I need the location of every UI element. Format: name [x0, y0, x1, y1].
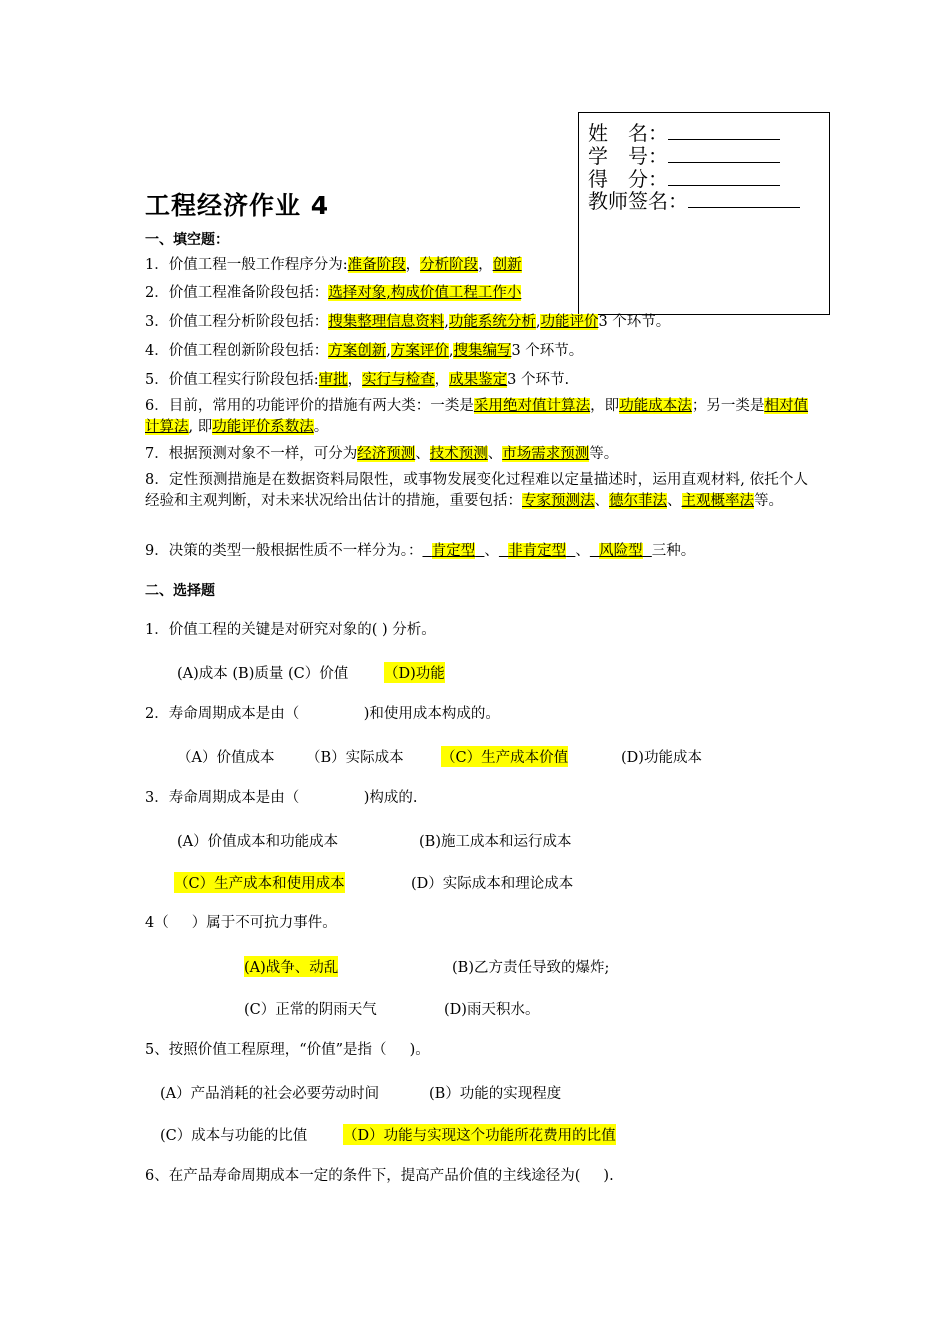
- answer-highlight: 搜集整理信息资料: [328, 314, 445, 330]
- teacher-signature-row: [588, 189, 800, 212]
- separator: 、: [594, 493, 609, 509]
- question-number: 8．: [145, 472, 170, 488]
- answer-highlight: 肯定型: [431, 543, 476, 559]
- question-text: 决策的类型一般根据性质不一样分为。：: [168, 543, 423, 559]
- fill-question-4: [145, 341, 583, 361]
- choice-option-4b: (B)乙方责任导致的爆炸;: [452, 960, 610, 976]
- choice-option-5a: (A）产品消耗的社会必要劳动时间: [160, 1086, 380, 1102]
- choice-option-2a: （A）价值成本: [177, 750, 275, 766]
- separator: 、: [667, 493, 682, 509]
- name-label: 姓 名：: [588, 121, 668, 145]
- fill-question-7: [145, 444, 618, 464]
- teacher-signature-field[interactable]: [688, 189, 800, 208]
- question-text-end: 3 个环节。: [511, 343, 584, 359]
- answer-highlight: 技术预测: [429, 446, 488, 462]
- fill-question-3: [145, 312, 670, 332]
- question-text-end: 等。: [589, 446, 619, 462]
- answer-highlight: 构成价值工程工作小: [390, 285, 522, 301]
- question-number: 9．: [145, 543, 169, 559]
- choice-question-3: 3．寿命周期成本是由（ )构成的.: [145, 790, 418, 806]
- answer-highlight: 创新: [492, 257, 522, 273]
- separator: 、: [575, 543, 590, 559]
- question-text-end: 等。: [754, 493, 783, 509]
- choice-option-3a: (A）价值成本和功能成本: [177, 834, 339, 850]
- answer-highlight: 搜集编写: [453, 343, 512, 359]
- question-text: 价值工程准备阶段包括：: [168, 285, 329, 301]
- fill-question-2: [145, 283, 521, 303]
- question-text-end: 。: [313, 419, 329, 435]
- choice-option-5b: (B）功能的实现程度: [429, 1086, 562, 1102]
- separator: ,: [448, 343, 454, 359]
- student-id-field[interactable]: [668, 144, 780, 163]
- question-number: 4．: [145, 343, 169, 359]
- score-field[interactable]: [668, 167, 780, 186]
- separator: ，: [434, 372, 450, 388]
- answer-highlight: 选择对象: [328, 285, 387, 301]
- student-id-label: 学 号：: [588, 144, 668, 168]
- choice-option-3d: (D）实际成本和理论成本: [411, 876, 574, 892]
- separator: ,: [386, 285, 391, 301]
- question-text: 价值工程创新阶段包括：: [168, 343, 329, 359]
- choice-answer-5: （D）功能与实现这个功能所花费用的比值: [343, 1124, 616, 1145]
- name-field[interactable]: [668, 121, 780, 140]
- choice-option-5c: (C）成本与功能的比值: [160, 1128, 308, 1144]
- separator: ,: [535, 314, 541, 330]
- answer-highlight: 分析阶段: [420, 257, 479, 273]
- question-number: 6．: [145, 398, 169, 414]
- answer-highlight: 功能评价: [540, 314, 599, 330]
- choice-question-2: 2．寿命周期成本是由（ )和使用成本构成的。: [145, 706, 500, 722]
- question-number: 3．: [145, 314, 169, 330]
- question-text-end: 三种。: [651, 543, 696, 559]
- answer-highlight: 市场需求预测: [502, 446, 590, 462]
- separator: ,: [444, 314, 449, 330]
- fill-question-5: [145, 370, 569, 390]
- score-label: 得 分：: [588, 167, 668, 191]
- choice-option-4c: (C）正常的阴雨天气: [244, 1002, 377, 1018]
- answer-highlight: 专家预测法: [522, 493, 595, 509]
- score-row: [588, 167, 780, 190]
- separator: 、: [415, 446, 430, 462]
- separator: ，: [347, 372, 363, 388]
- fill-question-6: [145, 396, 808, 438]
- choice-question-1: 1．价值工程的关键是对研究对象的( ) 分析。: [145, 622, 436, 638]
- choice-question-6: 6、在产品寿命周期成本一定的条件下，提高产品价值的主线途径为( ).: [145, 1168, 614, 1184]
- teacher-signature-label: 教师签名：: [588, 189, 688, 213]
- answer-highlight: 方案评价: [390, 343, 449, 359]
- student-info-box: [578, 112, 830, 315]
- answer-highlight: 功能评价系数法: [212, 419, 314, 435]
- separator: , 即: [188, 419, 213, 435]
- question-number: 7．: [145, 446, 169, 462]
- choice-answer-1: （D)功能: [384, 662, 445, 683]
- answer-highlight: 风险型: [599, 543, 643, 559]
- answer-highlight: 采用绝对值计算法: [473, 398, 591, 414]
- question-text-end: 3 个环节.: [507, 372, 570, 388]
- choice-question-5: 5、按照价值工程原理，“价值”是指（ )。: [145, 1042, 430, 1058]
- answer-highlight: 成果鉴定: [449, 372, 508, 388]
- answer-highlight: 方案创新: [328, 343, 387, 359]
- answer-highlight: 相对值计算法: [145, 398, 809, 435]
- separator: ，: [405, 257, 421, 273]
- choice-option-3b: (B)施工成本和运行成本: [419, 834, 572, 850]
- question-number: 1．: [145, 257, 169, 273]
- question-text: 目前，常用的功能评价的措施有两大类：一类是: [168, 398, 474, 414]
- separator: 、: [487, 446, 503, 462]
- answer-highlight: 主观概率法: [681, 493, 754, 509]
- question-text: 定性预测措施是在数据资料局限性，或事物发展变化过程难以定量描述时，运用直观材料, 依托个人经验和主观判断，对未来状况给出估计的措施，重要包括：: [145, 472, 809, 509]
- question-text: 价值工程实行阶段包括:: [168, 372, 319, 388]
- question-number: 2．: [145, 285, 169, 301]
- choice-answer-4: (A)战争、动乱: [244, 956, 338, 977]
- separator: ，: [478, 257, 493, 273]
- answer-highlight: 准备阶段: [347, 257, 406, 273]
- question-number: 5．: [145, 372, 169, 388]
- separator: 、: [484, 543, 499, 559]
- fill-question-9: [145, 541, 695, 561]
- separator: ；另一类是: [691, 398, 765, 414]
- question-text-end: 3 个环节。: [598, 314, 671, 330]
- fill-question-8: [145, 470, 808, 512]
- name-row: [588, 121, 780, 144]
- choice-option-4d: (D)雨天积水。: [444, 1002, 540, 1018]
- section-heading-fill-in: 一、填空题：: [145, 232, 229, 248]
- choice-question-4: 4（ ）属于不可抗力事件。: [145, 915, 337, 931]
- answer-highlight: 实行与检查: [362, 372, 435, 388]
- choice-option-2b: （B）实际成本: [306, 750, 404, 766]
- question-text: 价值工程一般工作程序分为:: [168, 257, 348, 273]
- answer-highlight: 非肯定型: [508, 543, 567, 559]
- answer-highlight: 功能成本法: [619, 398, 692, 414]
- answer-highlight: 经济预测: [357, 446, 416, 462]
- page-title: 工程经济作业 4: [145, 191, 330, 220]
- answer-highlight: 审批: [318, 372, 348, 388]
- question-text: 价值工程分析阶段包括：: [168, 314, 329, 330]
- choice-options-1: (A)成本 (B)质量 (C）价值: [177, 666, 349, 682]
- choice-option-2d: (D)功能成本: [621, 750, 702, 766]
- answer-highlight: 德尔菲法: [609, 493, 667, 509]
- fill-question-1: [145, 255, 522, 275]
- choice-answer-2: （C）生产成本价值: [441, 746, 568, 767]
- answer-highlight: 功能系统分析: [448, 314, 536, 330]
- question-text: 根据预测对象不一样，可分为: [168, 446, 358, 462]
- separator: ，即: [590, 398, 620, 414]
- separator: ,: [386, 343, 391, 359]
- section-heading-choice: 二、选择题: [145, 583, 215, 599]
- student-id-row: [588, 144, 780, 167]
- choice-answer-3: （C）生产成本和使用成本: [174, 872, 345, 893]
